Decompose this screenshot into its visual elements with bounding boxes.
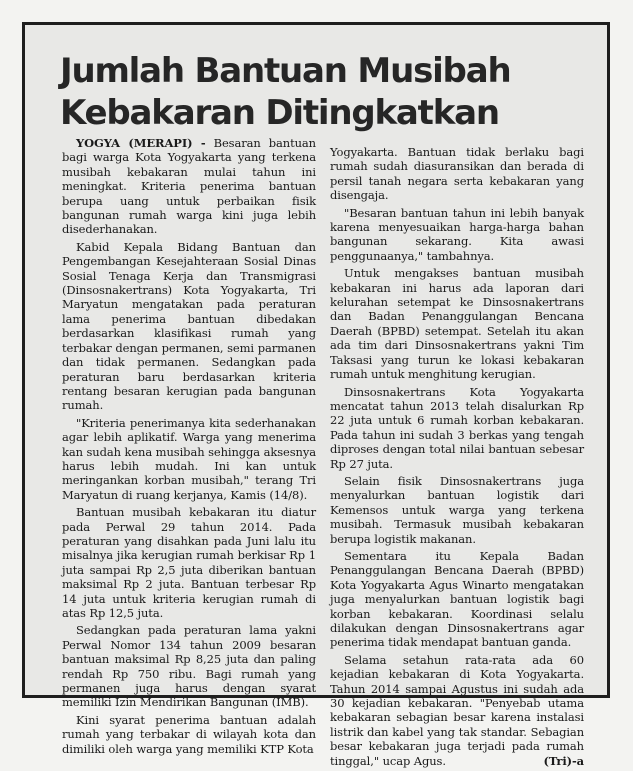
paragraph [62, 136, 316, 237]
signature: (Tri)-a [543, 753, 584, 768]
paragraph: Dinsosnakertrans Kota Yogyakarta mencatat tahun 2013 telah disalurkan Rp 22 juta untuk 6 rumah korban kebakaran. Pada tahun ini sudah 3 berkas yang tengah diproses dengan total nilai bantuan sebesar Rp 27 juta. [330, 384, 584, 471]
paragraph: Bantuan musibah kebakaran itu diatur pada Perwal 29 tahun 2014. Pada peraturan yang disahkan pada Juni lalu itu misalnya jika kerugian rumah berkisar Rp 1 juta sampai Rp 2,5 juta diberikan bantuan maksimal Rp 2 juta. Bantuan terbesar Rp 14 juta untuk kriteria kerugian rumah di atas Rp 12,5 juta. [62, 505, 316, 620]
left-column [62, 136, 316, 759]
paragraph-text: Selama setahun rata-rata ada 60 kejadian kebakaran di Kota Yogyakarta. Tahun 2014 sampai Agustus ini sudah ada 30 kejadian kebakaran. "Penyebab utama kebakaran sebagian besar karena instalasi listrik dan kabel yang tak standar. Sebagian besar kebakaran juga terjadi pada rumah tinggal," ucap Agus. [330, 652, 584, 768]
paragraph: Untuk mengakses bantuan musibah kebakaran ini harus ada laporan dari kelurahan setempat ke Dinsosnakertrans dan Badan Penanggulangan Bencana Daerah (BPBD) setempat. Setelah itu akan ada tim dari Dinsosnakertrans yakni Tim Taksasi yang turun ke lokasi kebakaran rumah untuk menghitung kerugian. [330, 266, 584, 382]
paragraph-text: Besaran bantuan bagi warga Kota Yogyakarta yang terkena musibah kebakaran mulai tahun ini meningkat. Kriteria penerima bantuan berupa uang untuk perbaikan fisik bangunan rumah warga kini juga lebih disederhanakan. [62, 136, 316, 237]
paragraph: Kini syarat penerima bantuan adalah rumah yang terbakar di wilayah kota dan dimiliki oleh warga yang memiliki KTP Kota [62, 712, 316, 756]
paragraph: Selain fisik Dinsosnakertrans juga menyalurkan bantuan logistik dari Kemensos untuk warga yang terkena musibah. Termasuk musibah kebakaran berupa logistik makanan. [330, 473, 584, 546]
paragraph: Kabid Kepala Bidang Bantuan dan Pengembangan Kesejahteraan Sosial Dinas Sosial Tenaga Kerja dan Transmigrasi (Dinsosnakertrans) Kota Yogyakarta, Tri Maryatun mengatakan pada peraturan lama penerima bantuan dibedakan berdasarkan klasifikasi rumah yang terbakar dengan permanen, semi parmanen dan tidak permanen. Sedangkan pada peraturan baru berdasarkan kriteria rentang besaran kerugian pada bangunan rumah. [62, 239, 316, 413]
right-column [330, 145, 584, 771]
paragraph: Sedangkan pada peraturan lama yakni Perwal Nomor 134 tahun 2009 besaran bantuan maksimal Rp 8,25 juta dan paling rendah Rp 750 ribu. Bagi rumah yang permanen juga harus dengan syarat memiliki Izin Mendirikan Bangunan (IMB). [62, 623, 316, 710]
paragraph: Sementara itu Kepala Badan Penanggulangan Bencana Daerah (BPBD) Kota Yogyakarta Agus Winarto mengatakan juga menyalurkan bantuan logistik bagi korban kebakaran. Koordinasi selalu dilakukan dengan Dinsosnakertrans agar penerima tidak mendapat bantuan ganda. [330, 548, 584, 650]
dateline: YOGYA (MERAPI) - [76, 136, 206, 150]
headline [60, 50, 580, 134]
headline-line-1: Jumlah Bantuan Musibah [60, 51, 511, 91]
headline-line-2: Kebakaran Ditingkatkan [60, 93, 499, 133]
paragraph: Yogyakarta. Bantuan tidak berlaku bagi rumah sudah diasuransikan dan berada di persil tanah negara serta kebakaran yang disengaja. [330, 145, 584, 203]
paragraph: "Kriteria penerimanya kita sederhanakan agar lebih aplikatif. Warga yang menerima kan sudah kena musibah sehingga aksesnya harus lebih mudah. Ini kan untuk meringankan korban musibah," terang Tri Maryatun di ruang kerjanya, Kamis (14/8). [62, 415, 316, 502]
paragraph [330, 653, 584, 768]
paragraph: "Besaran bantuan tahun ini lebih banyak karena menyesuaikan harga-harga bahan bangunan sekarang. Kita awasi penggunaanya," tambahnya. [330, 205, 584, 263]
